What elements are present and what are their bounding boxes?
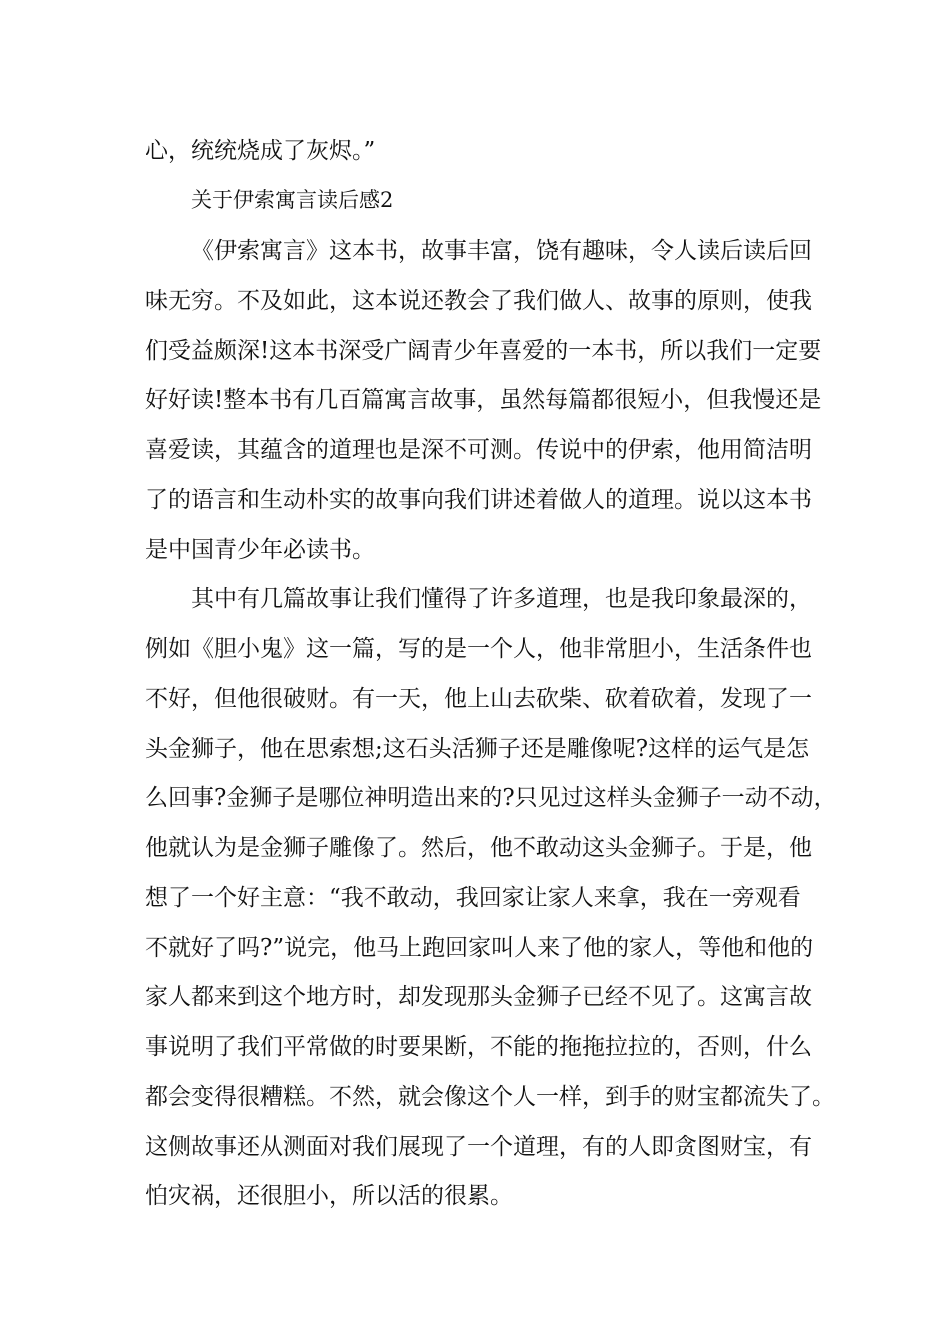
text-line: 事说明了我们平常做的时要果断，不能的拖拖拉拉的，否则，什么 <box>145 1034 812 1060</box>
text-line: 味无穷。不及如此，这本说还教会了我们做人、故事的原则，使我 <box>145 288 812 314</box>
text-line: 了的语言和生动朴实的故事向我们讲述着做人的道理。说以这本书 <box>145 487 812 513</box>
section-heading: 关于伊索寓言读后感2 <box>191 188 394 212</box>
text-line: 心，统统烧成了灰烬。” <box>145 138 376 164</box>
text-line: 好好读!整本书有几百篇寓言故事，虽然每篇都很短小，但我慢还是 <box>145 387 822 413</box>
text-line: 他就认为是金狮子雕像了。然后，他不敢动这头金狮子。于是，他 <box>145 835 812 861</box>
text-line: 不好，但他很破财。有一天，他上山去砍柴、砍着砍着，发现了一 <box>145 686 812 712</box>
text-line: 么回事?金狮子是哪位神明造出来的?只见过这样头金狮子一动不动， <box>145 785 837 811</box>
text-line: 都会变得很糟糕。不然，就会像这个人一样，到手的财宝都流失了。 <box>145 1084 835 1110</box>
text-line: 是中国青少年必读书。 <box>145 537 375 563</box>
text-line: 例如《胆小鬼》这一篇，写的是一个人，他非常胆小，生活条件也 <box>145 636 812 662</box>
text-line: 想了一个好主意：“我不敢动，我回家让家人来拿，我在一旁观看 <box>145 885 801 911</box>
text-line: 不就好了吗?”说完，他马上跑回家叫人来了他的家人，等他和他的 <box>145 935 814 961</box>
text-line: 头金狮子，他在思索想;这石头活狮子还是雕像呢?这样的运气是怎 <box>145 736 810 762</box>
text-line: 怕灾祸，还很胆小，所以活的很累。 <box>145 1183 513 1209</box>
text-line: 们受益颇深!这本书深受广阔青少年喜爱的一本书，所以我们一定要 <box>145 338 822 364</box>
text-line: 其中有几篇故事让我们懂得了许多道理，也是我印象最深的， <box>191 586 812 612</box>
text-line: 家人都来到这个地方时，却发现那头金狮子已经不见了。这寓言故 <box>145 984 812 1010</box>
text-line: 《伊索寓言》这本书，故事丰富，饶有趣味，令人读后读后回 <box>191 238 812 264</box>
text-line: 这侧故事还从测面对我们展现了一个道理，有的人即贪图财宝，有 <box>145 1134 812 1160</box>
text-line: 喜爱读，其蕴含的道理也是深不可测。传说中的伊索，他用简洁明 <box>145 437 812 463</box>
